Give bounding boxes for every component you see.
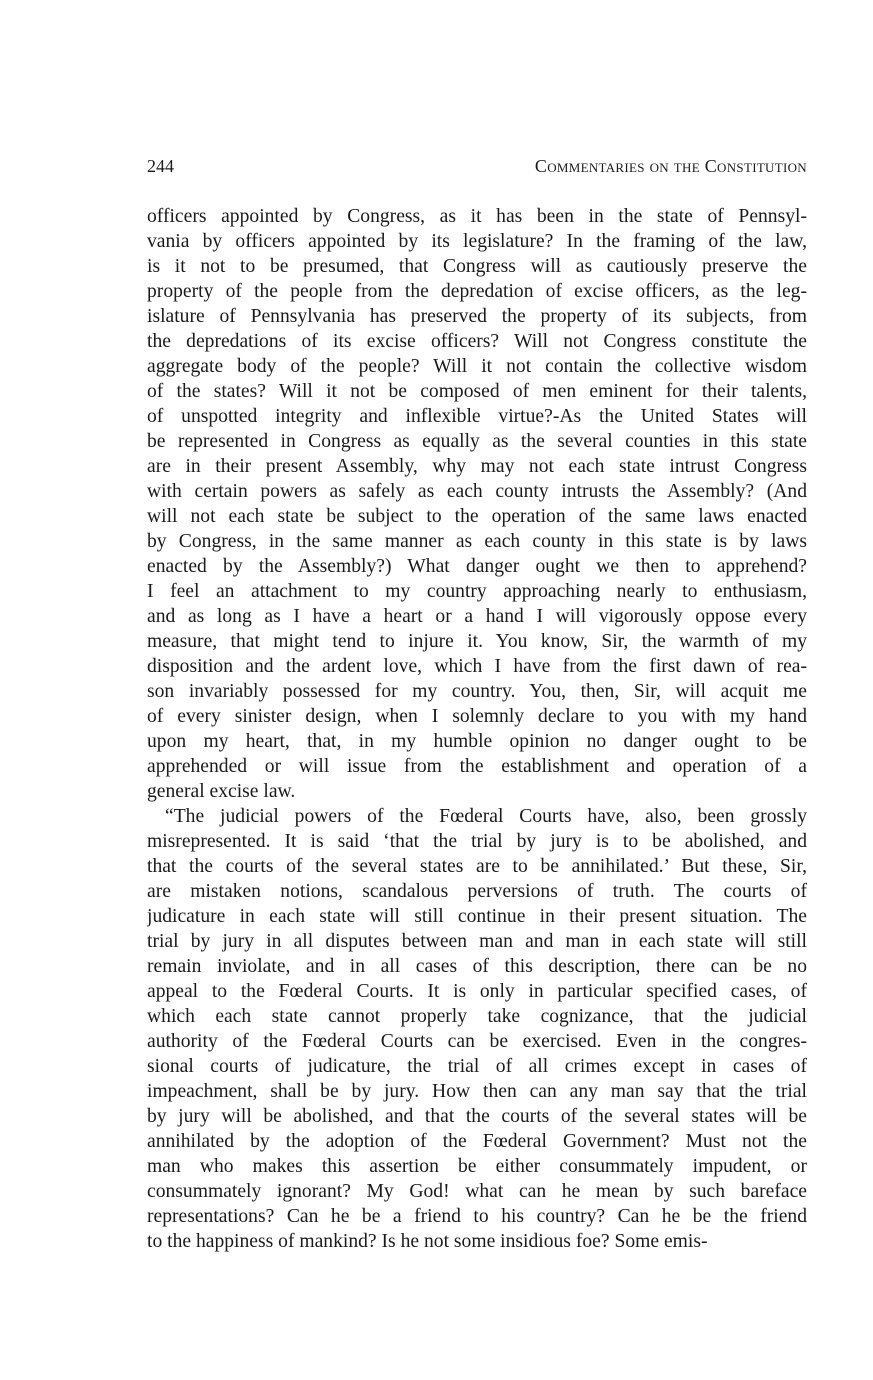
running-head <box>147 154 807 178</box>
text-line: appeal to the Fœderal Courts. It is only in particular specified cases, of <box>147 981 807 1002</box>
text-line: judicature in each state will still continue in their present situation. The <box>147 906 807 927</box>
text-line: “The judicial powers of the Fœderal Courts have, also, been grossly <box>165 806 807 827</box>
text-line: apprehended or will issue from the establishment and operation of a <box>147 756 807 777</box>
text-line: will not each state be subject to the operation of the same laws enacted <box>147 506 807 527</box>
text-line: man who makes this assertion be either consummately impudent, or <box>147 1156 807 1177</box>
text-line: son invariably possessed for my country. You, then, Sir, will acquit me <box>147 681 807 702</box>
text-line: by Congress, in the same manner as each county in this state is by laws <box>147 531 807 552</box>
text-line: to the happiness of mankind? Is he not some insidious foe? Some emis- <box>147 1231 708 1252</box>
body-text <box>147 204 807 1254</box>
text-line: of every sinister design, when I solemnly declare to you with my hand <box>147 706 807 727</box>
text-line: remain inviolate, and in all cases of this description, there can be no <box>147 956 807 977</box>
paragraph <box>147 204 807 804</box>
text-line: property of the people from the depredation of excise officers, as the leg- <box>147 281 807 302</box>
text-line: officers appointed by Congress, as it has been in the state of Pennsyl- <box>147 206 807 227</box>
text-line: upon my heart, that, in my humble opinion no danger ought to be <box>147 731 807 752</box>
text-line: impeachment, shall be by jury. How then can any man say that the trial <box>147 1081 807 1102</box>
page-number: 244 <box>147 156 174 176</box>
text-line: general excise law. <box>147 781 296 802</box>
text-line: enacted by the Assembly?) What danger ought we then to apprehend? <box>147 556 807 577</box>
text-line: with certain powers as safely as each county intrusts the Assembly? (And <box>147 481 807 502</box>
text-line: trial by jury in all disputes between man and man in each state will still <box>147 931 807 952</box>
text-line: of the states? Will it not be composed of men eminent for their talents, <box>147 381 807 402</box>
text-line: consummately ignorant? My God! what can he mean by such bareface <box>147 1181 807 1202</box>
text-line: measure, that might tend to injure it. You know, Sir, the warmth of my <box>147 631 807 652</box>
text-line: be represented in Congress as equally as the several counties in this state <box>147 431 807 452</box>
text-line: are in their present Assembly, why may not each state intrust Congress <box>147 456 807 477</box>
text-line: annihilated by the adoption of the Fœderal Government? Must not the <box>147 1131 807 1152</box>
text-line: and as long as I have a heart or a hand I will vigorously oppose every <box>147 606 807 627</box>
text-line: of unspotted integrity and inflexible virtue?-As the United States will <box>147 406 807 427</box>
text-line: vania by officers appointed by its legislature? In the framing of the law, <box>147 231 807 252</box>
text-line: that the courts of the several states are to be annihilated.’ But these, Sir, <box>147 856 807 877</box>
book-page <box>147 0 807 1380</box>
text-line: by jury will be abolished, and that the courts of the several states will be <box>147 1106 807 1127</box>
text-line: which each state cannot properly take cognizance, that the judicial <box>147 1006 807 1027</box>
text-line: I feel an attachment to my country approaching nearly to enthusiasm, <box>147 581 807 602</box>
text-line: representations? Can he be a friend to his country? Can he be the friend <box>147 1206 807 1227</box>
paragraph <box>147 804 807 1254</box>
text-line: sional courts of judicature, the trial of all crimes except in cases of <box>147 1056 807 1077</box>
text-line: are mistaken notions, scandalous perversions of truth. The courts of <box>147 881 807 902</box>
text-line: the depredations of its excise officers? Will not Congress constitute the <box>147 331 807 352</box>
text-line: misrepresented. It is said ‘that the trial by jury is to be abolished, and <box>147 831 807 852</box>
text-line: islature of Pennsylvania has preserved the property of its subjects, from <box>147 306 807 327</box>
text-line: is it not to be presumed, that Congress will as cautiously preserve the <box>147 256 807 277</box>
running-title: Commentaries on the Constitution <box>534 156 807 176</box>
text-line: authority of the Fœderal Courts can be exercised. Even in the congres- <box>147 1031 807 1052</box>
text-line: disposition and the ardent love, which I have from the first dawn of rea- <box>147 656 807 677</box>
text-line: aggregate body of the people? Will it not contain the collective wisdom <box>147 356 807 377</box>
